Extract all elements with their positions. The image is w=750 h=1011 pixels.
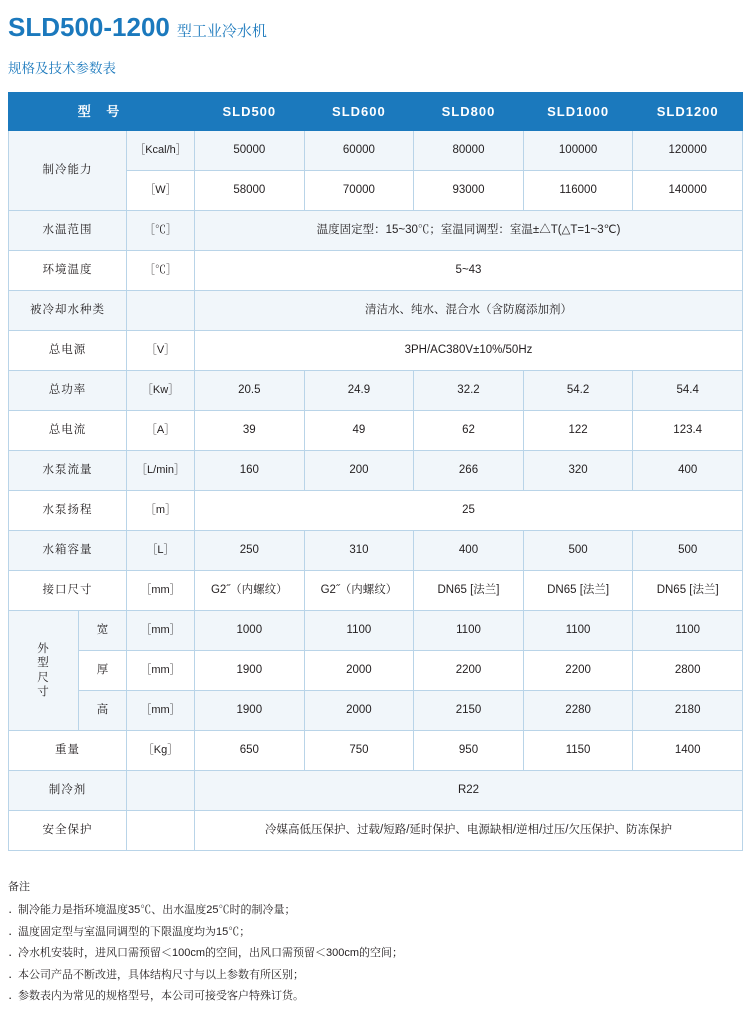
- cell-value: 500: [633, 531, 743, 571]
- cell-value: 310: [304, 531, 414, 571]
- cell-value: DN65 [法兰]: [523, 571, 633, 611]
- cell-value: 500: [523, 531, 633, 571]
- cell-value: 1900: [195, 651, 305, 691]
- cell-value: 32.2: [414, 371, 524, 411]
- notes-title: 备注: [8, 881, 30, 893]
- cell-value-span: 温度固定型：15~30℃；室温同调型：室温±△T(△T=1~3℃): [195, 211, 743, 251]
- row-unit: [127, 811, 195, 851]
- row-unit: ［Kcal/h］: [127, 131, 195, 171]
- section-subtitle: 规格及技术参数表: [8, 61, 116, 76]
- cell-value: 266: [414, 451, 524, 491]
- row-unit: [127, 771, 195, 811]
- table-row: [9, 611, 743, 651]
- cell-value: DN65 [法兰]: [414, 571, 524, 611]
- cell-value: 24.9: [304, 371, 414, 411]
- table-row: [9, 451, 743, 491]
- cell-value: 1100: [523, 611, 633, 651]
- row-unit: ［℃］: [127, 251, 195, 291]
- row-sublabel-depth: 厚: [79, 651, 127, 691]
- table-row: [9, 211, 743, 251]
- row-label-tank-capacity: 水箱容量: [9, 531, 127, 571]
- cell-value-span: 5~43: [195, 251, 743, 291]
- row-label-water-type: 被冷却水种类: [9, 291, 127, 331]
- cell-value: G2˝（内螺纹）: [195, 571, 305, 611]
- cell-value: 950: [414, 731, 524, 771]
- row-unit: ［mm］: [127, 611, 195, 651]
- row-unit: ［mm］: [127, 651, 195, 691]
- table-header-sld1200: SLD1200: [633, 93, 743, 131]
- spec-table: [8, 92, 743, 851]
- row-unit: ［V］: [127, 331, 195, 371]
- cell-value: 49: [304, 411, 414, 451]
- table-header-sld500: SLD500: [195, 93, 305, 131]
- cell-value: 93000: [414, 171, 524, 211]
- table-header-sld600: SLD600: [304, 93, 414, 131]
- cell-value: 1000: [195, 611, 305, 651]
- list-item: · 制冷能力是指环境温度35℃、出水温度25℃时的制冷量；: [8, 900, 750, 921]
- cell-value: DN65 [法兰]: [633, 571, 743, 611]
- cell-value-span: 清洁水、纯水、混合水（含防腐添加剂）: [195, 291, 743, 331]
- row-label-power-supply: 总电源: [9, 331, 127, 371]
- table-row: [9, 811, 743, 851]
- cell-value: 160: [195, 451, 305, 491]
- table-row: [9, 331, 743, 371]
- cell-value: 2800: [633, 651, 743, 691]
- list-item: · 参数表内为常见的规格型号，本公司可接受客户特殊订货。: [8, 986, 750, 1007]
- cell-value: 39: [195, 411, 305, 451]
- table-row: [9, 131, 743, 171]
- cell-value: 250: [195, 531, 305, 571]
- table-header-sld1000: SLD1000: [523, 93, 633, 131]
- list-item: · 温度固定型与室温同调型的下限温度均为15℃；: [8, 922, 750, 943]
- row-unit: ［mm］: [127, 571, 195, 611]
- row-unit: ［W］: [127, 171, 195, 211]
- table-row: [9, 371, 743, 411]
- row-label-pump-head: 水泵扬程: [9, 491, 127, 531]
- table-row: [9, 411, 743, 451]
- row-label-ambient-temp: 环境温度: [9, 251, 127, 291]
- table-row: [9, 291, 743, 331]
- table-header-sld800: SLD800: [414, 93, 524, 131]
- cell-value: 50000: [195, 131, 305, 171]
- cell-value-span: 25: [195, 491, 743, 531]
- table-row: [9, 531, 743, 571]
- cell-value-span: 冷媒高低压保护、过载/短路/延时保护、电源缺相/逆相/过压/欠压保护、防冻保护: [195, 811, 743, 851]
- cell-value: 1100: [304, 611, 414, 651]
- page-title: [0, 0, 750, 40]
- row-label-water-temp-range: 水温范围: [9, 211, 127, 251]
- row-unit: ［Kg］: [127, 731, 195, 771]
- cell-value: 2200: [414, 651, 524, 691]
- table-row: [9, 251, 743, 291]
- row-label-connection-size: 接口尺寸: [9, 571, 127, 611]
- row-unit: ［mm］: [127, 691, 195, 731]
- cell-value: 750: [304, 731, 414, 771]
- cell-value: 1400: [633, 731, 743, 771]
- row-label-total-power: 总功率: [9, 371, 127, 411]
- row-unit: ［℃］: [127, 211, 195, 251]
- table-header-model: 型 号: [9, 93, 195, 131]
- row-unit: ［A］: [127, 411, 195, 451]
- table-row: [9, 731, 743, 771]
- row-unit: ［L/min］: [127, 451, 195, 491]
- row-label-weight: 重量: [9, 731, 127, 771]
- row-label-pump-flow: 水泵流量: [9, 451, 127, 491]
- cell-value: 200: [304, 451, 414, 491]
- cell-value: 1900: [195, 691, 305, 731]
- cell-value: 120000: [633, 131, 743, 171]
- row-sublabel-height: 高: [79, 691, 127, 731]
- row-label-cooling-capacity: 制冷能力: [9, 131, 127, 211]
- page-title-suffix: 型工业冷水机: [176, 23, 267, 40]
- cell-value: 2280: [523, 691, 633, 731]
- row-label-safety-protection: 安全保护: [9, 811, 127, 851]
- cell-value: 1150: [523, 731, 633, 771]
- cell-value: 140000: [633, 171, 743, 211]
- cell-value: 80000: [414, 131, 524, 171]
- list-item: · 本公司产品不断改进，具体结构尺寸与以上参数有所区别；: [8, 965, 750, 986]
- table-row: [9, 571, 743, 611]
- cell-value-span: 3PH/AC380V±10%/50Hz: [195, 331, 743, 371]
- table-header-row: [9, 93, 743, 131]
- row-unit: ［m］: [127, 491, 195, 531]
- row-label-refrigerant: 制冷剂: [9, 771, 127, 811]
- cell-value: 2200: [523, 651, 633, 691]
- row-sublabel-width: 宽: [79, 611, 127, 651]
- cell-value: 2000: [304, 691, 414, 731]
- notes-list: [8, 900, 750, 1007]
- cell-value: 1100: [633, 611, 743, 651]
- cell-value: 70000: [304, 171, 414, 211]
- cell-value: 62: [414, 411, 524, 451]
- cell-value: 2000: [304, 651, 414, 691]
- cell-value: 116000: [523, 171, 633, 211]
- cell-value: 400: [633, 451, 743, 491]
- cell-value: 650: [195, 731, 305, 771]
- table-row: [9, 771, 743, 811]
- list-item: · 冷水机安装时，进风口需预留＜100cm的空间，出风口需预留＜300cm的空间；: [8, 943, 750, 964]
- page-title-model: SLD500-1200: [8, 12, 170, 42]
- cell-value: 123.4: [633, 411, 743, 451]
- row-unit: ［L］: [127, 531, 195, 571]
- row-label-total-current: 总电流: [9, 411, 127, 451]
- cell-value: 2150: [414, 691, 524, 731]
- table-row: [9, 651, 743, 691]
- cell-value: 1100: [414, 611, 524, 651]
- table-row: [9, 491, 743, 531]
- table-row: [9, 691, 743, 731]
- row-label-dimensions: 外 型 尺 寸: [9, 611, 79, 731]
- cell-value: 2180: [633, 691, 743, 731]
- cell-value: 100000: [523, 131, 633, 171]
- cell-value: 400: [414, 531, 524, 571]
- cell-value: 320: [523, 451, 633, 491]
- cell-value: 54.2: [523, 371, 633, 411]
- cell-value: G2˝（内螺纹）: [304, 571, 414, 611]
- notes-section: [8, 877, 750, 1008]
- cell-value: 58000: [195, 171, 305, 211]
- row-unit: [127, 291, 195, 331]
- cell-value-span: R22: [195, 771, 743, 811]
- row-unit: ［Kw］: [127, 371, 195, 411]
- cell-value: 122: [523, 411, 633, 451]
- cell-value: 60000: [304, 131, 414, 171]
- cell-value: 20.5: [195, 371, 305, 411]
- cell-value: 54.4: [633, 371, 743, 411]
